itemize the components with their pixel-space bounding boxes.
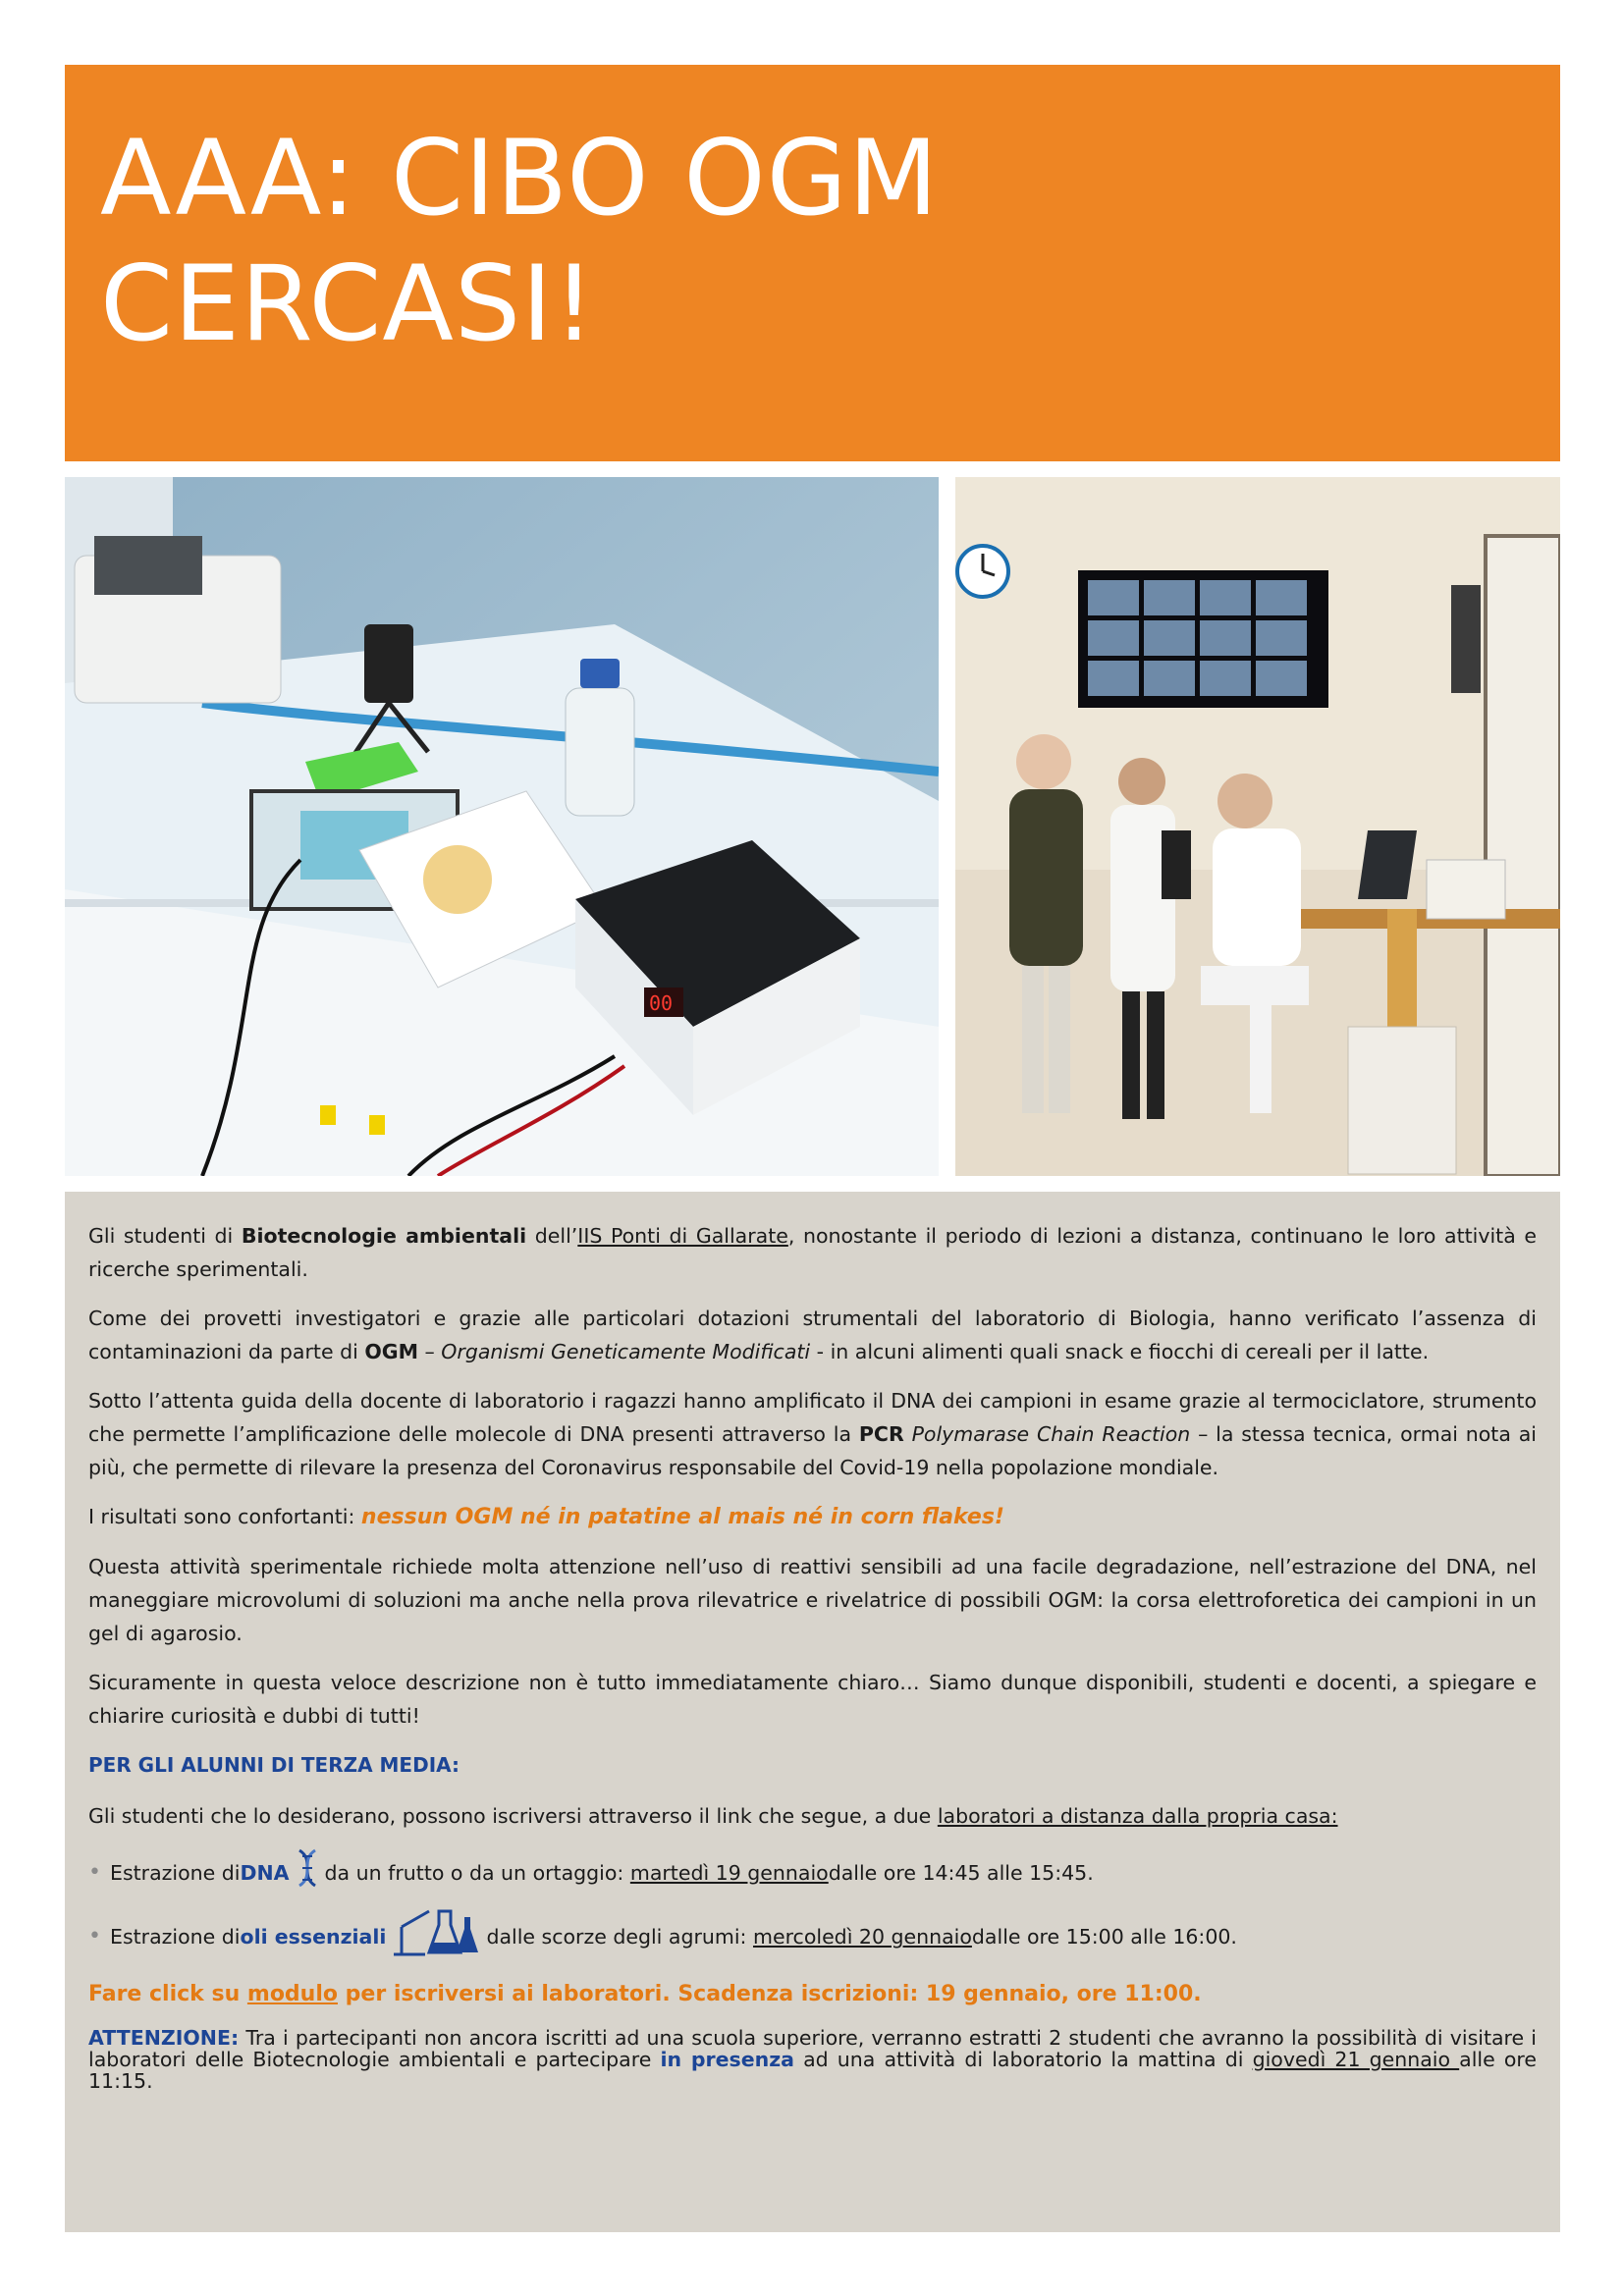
bullet-dot: • xyxy=(88,1860,101,1885)
dna-icon xyxy=(296,1848,319,1897)
article-body xyxy=(65,1192,1560,2232)
list-item-dna: • Estrazione di DNA da un frutto o da un ortaggio: martedì 19 gennaio dalle ore 14:45 alle 15:45. xyxy=(88,1848,1537,1897)
students-lab-photo xyxy=(955,477,1560,1176)
paragraph-signup: Gli studenti che lo desiderano, possono iscriversi attraverso il link che segue, a due laboratori a distanza dalla propria casa: xyxy=(88,1804,1338,1828)
section-heading: PER GLI ALUNNI DI TERZA MEDIA: xyxy=(88,1753,460,1777)
lab-flask-icon xyxy=(392,1907,480,1966)
svg-text:00: 00 xyxy=(649,991,674,1015)
results-highlight: nessun OGM né in patatine al mais né in corn flakes! xyxy=(360,1505,1004,1529)
list-item-essential-oils: • Estrazione di oli essenziali dalle scorze degli agrumi: mercoledì 20 gennaio dalle ore 15:00 alle 16:00. xyxy=(88,1907,1537,1966)
title-banner xyxy=(65,65,1560,461)
bullet-dot: • xyxy=(88,1924,101,1949)
signup-form-link[interactable]: modulo xyxy=(246,1982,338,2006)
attention-label: ATTENZIONE: xyxy=(88,2026,240,2050)
program-name: Biotecnologie ambientali xyxy=(241,1224,527,1248)
paragraph-intro: Gli studenti di Biotecnologie ambientali dell’IIS Ponti di Gallarate, nonostante il periodo di lezioni a distanza, continuano le loro attività e ricerche sperimentali. xyxy=(88,1224,1537,1281)
title-line-1: AAA: CIBO OGM xyxy=(100,118,940,239)
title-line-2: CERCASI! xyxy=(100,243,596,364)
signup-call-to-action: Fare click su modulo per iscriversi ai laboratori. Scadenza iscrizioni: 19 gennaio, ore 11:00. xyxy=(88,1982,1202,2006)
lab-equipment-photo xyxy=(65,477,939,1176)
paragraph-investigation: Come dei provetti investigatori e grazie alle particolari dotazioni strumentali del laboratorio di Biologia, hanno verificato l’assenza di contaminazioni da parte di OGM – Organismi Geneticamente Modificati - in alcuni alimenti quali snack e fiocchi di cereali per il latte. xyxy=(88,1307,1537,1363)
paragraph-pcr: Sotto l’attenta guida della docente di laboratorio i ragazzi hanno amplificato il DNA dei campioni in esame grazie al termociclatore, strumento che permette l’amplificazione delle molecole di DNA presenti attraverso la PCR Polymarase Chain Reaction – la stessa tecnica, ormai nota ai più, che permette di rilevare la presenza del Coronavirus responsabile del Covid-19 nella popolazione mondiale. xyxy=(88,1389,1537,1479)
page-title xyxy=(100,116,1525,367)
paragraph-activity: Questa attività sperimentale richiede molta attenzione nell’uso di reattivi sensibili ad una facile degradazione, nell’estrazione del DNA, nel maneggiare microvolumi di soluzioni ma anche nella prova rilevatrice e rivelatrice di possibili OGM: la corsa elettroforetica dei campioni in un gel di agarosio. xyxy=(88,1555,1537,1645)
paragraph-results: I risultati sono confortanti: nessun OGM né in patatine al mais né in corn flakes! xyxy=(88,1505,1004,1529)
paragraph-availability: Sicuramente in questa veloce descrizione non è tutto immediatamente chiaro… Siamo dunque disponibili, studenti e docenti, a spiegare e chiarire curiosità e dubbi di tutti! xyxy=(88,1671,1537,1728)
attention-notice: ATTENZIONE: Tra i partecipanti non ancora iscritti ad una scuola superiore, verranno estratti 2 studenti che avranno la possibilità di visitare i laboratori delle Biotecnologie ambientali e partecipare in presenza ad una attività di laboratorio la mattina di giovedì 21 gennaio alle ore 11:15. xyxy=(88,2026,1537,2093)
school-link[interactable]: IIS Ponti di Gallarate xyxy=(577,1224,788,1248)
